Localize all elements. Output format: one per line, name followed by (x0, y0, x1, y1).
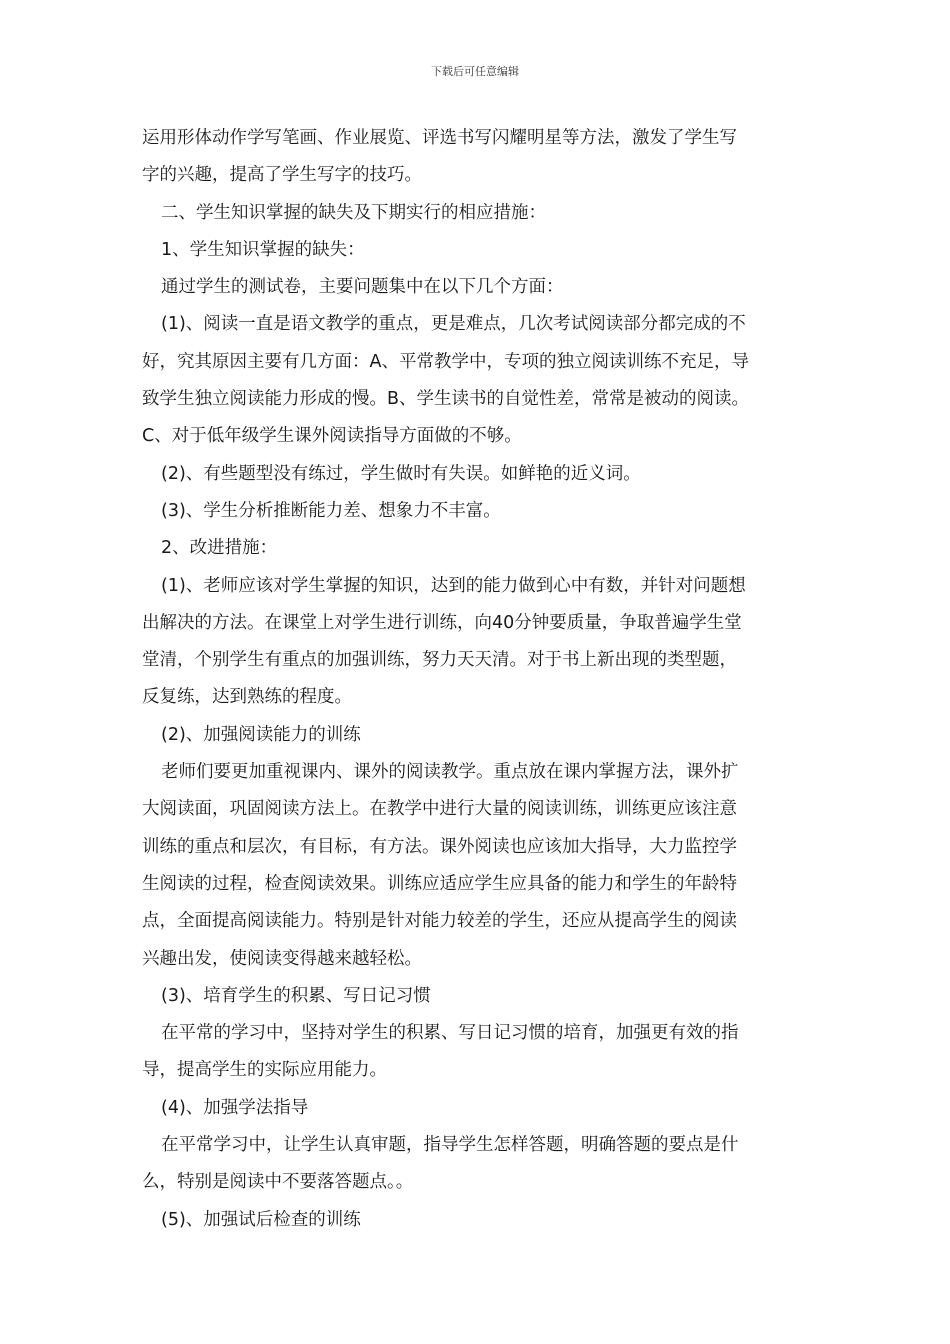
text-line: 大阅读面，巩固阅读方法上。在教学中进行大量的阅读训练，训练更应该注意 (142, 799, 737, 820)
text-line: 1、学生知识掌握的缺失： (161, 239, 365, 260)
text-line: (1)、老师应该对学生掌握的知识，达到的能力做到心中有数，并针对问题想 (161, 575, 746, 596)
list-item-paragraph (142, 568, 822, 717)
text-line: 好，究其原因主要有几方面：A、平常教学中，专项的独立阅读训练不充足，导 (142, 351, 749, 372)
text-line: 训练的重点和层次，有目标，有方法。课外阅读也应该加大指导，大力监控学 (142, 836, 737, 857)
text-line: 致学生独立阅读能力形成的慢。B、学生读书的自觉性差，常常是被动的阅读。 (142, 389, 750, 410)
list-item-heading (142, 1202, 822, 1239)
text-line: (3)、培育学生的积累、写日记习惯 (161, 985, 431, 1006)
text-line: 生阅读的过程，检查阅读效果。训练应适应学生应具备的能力和学生的年龄特 (142, 873, 737, 894)
list-item-paragraph (142, 493, 822, 530)
text-line: 老师们要更加重视课内、课外的阅读教学。重点放在课内掌握方法，课外扩 (161, 762, 739, 783)
text-line: 堂清，个别学生有重点的加强训练，努力天天清。对于书上新出现的类型题， (142, 650, 737, 671)
text-line: (5)、加强试后检查的训练 (161, 1209, 361, 1230)
text-line: C、对于低年级学生课外阅读指导方面做的不够。 (142, 426, 522, 447)
text-line: 运用形体动作学写笔画、作业展览、评选书写闪耀明星等方法，激发了学生写 (142, 128, 737, 148)
paragraph (142, 1015, 822, 1090)
text-line: 字的兴趣，提高了学生写字的技巧。 (142, 165, 422, 186)
text-line: (2)、有些题型没有练过，学生做时有失误。如鲜艳的近义词。 (161, 463, 641, 484)
text-line: 点，全面提高阅读能力。特别是针对能力较差的学生，还应从提高学生的阅读 (142, 911, 737, 932)
subsection-heading (142, 530, 822, 567)
text-line: 导，提高学生的实际应用能力。 (142, 1060, 387, 1081)
list-item-heading (142, 978, 822, 1015)
paragraph (142, 269, 822, 306)
text-line: 在平常的学习中，坚持对学生的积累、写日记习惯的培育，加强更有效的指 (161, 1023, 739, 1044)
paragraph (142, 120, 822, 195)
paragraph (142, 754, 822, 978)
text-line: 么，特别是阅读中不要落答题点。。 (142, 1172, 414, 1193)
text-line: (1)、阅读一直是语文教学的重点，更是难点，几次考试阅读部分都完成的不 (161, 314, 746, 335)
list-item-heading (142, 1090, 822, 1127)
text-line: 兴趣出发，使阅读变得越来越轻松。 (142, 948, 422, 969)
list-item-heading (142, 717, 822, 754)
text-line: 在平常学习中，让学生认真审题，指导学生怎样答题，明确答题的要点是什 (161, 1135, 739, 1156)
subsection-heading (142, 232, 822, 269)
text-line: (2)、加强阅读能力的训练 (161, 724, 361, 745)
text-line: 通过学生的测试卷，主要问题集中在以下几个方面： (161, 277, 564, 298)
text-line: 2、改进措施： (161, 538, 278, 559)
page-header: 下载后可任意编辑 (431, 65, 519, 78)
list-item-paragraph (142, 306, 822, 455)
document-body (142, 120, 822, 1239)
text-line: 出解决的方法。在课堂上对学生进行训练，向40分钟要质量，争取普遍学生堂 (142, 612, 742, 633)
section-heading (142, 195, 822, 232)
text-line: 二、学生知识掌握的缺失及下期实行的相应措施： (161, 202, 546, 223)
text-line: (3)、学生分析推断能力差、想象力不丰富。 (161, 500, 501, 521)
text-line: (4)、加强学法指导 (161, 1097, 309, 1118)
text-line: 反复练，达到熟练的程度。 (142, 687, 352, 708)
list-item-paragraph (142, 456, 822, 493)
paragraph (142, 1127, 822, 1202)
